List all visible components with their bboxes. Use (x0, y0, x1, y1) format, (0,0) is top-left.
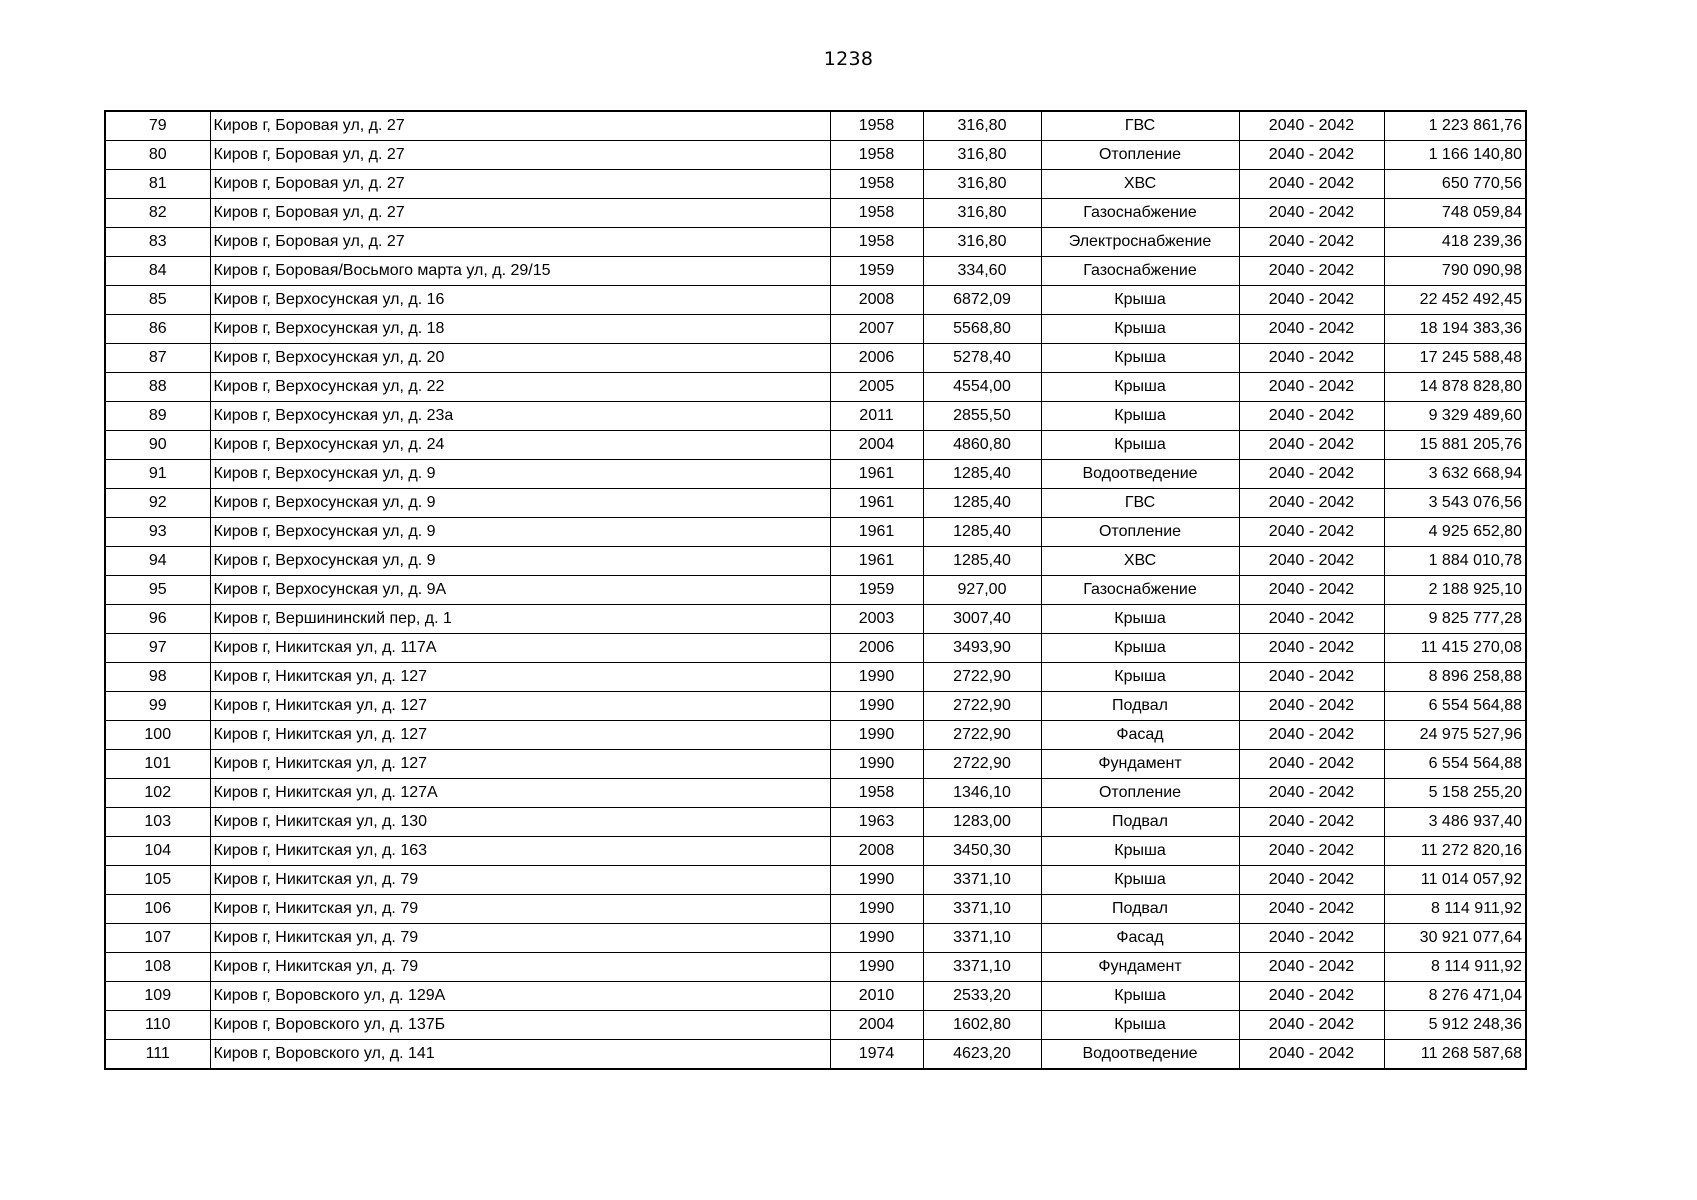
address-cell: Киров г, Боровая ул, д. 27 (210, 170, 830, 199)
row-number-cell: 88 (105, 373, 210, 402)
address-cell: Киров г, Верхосунская ул, д. 22 (210, 373, 830, 402)
table-row (105, 1040, 1526, 1070)
cost-cell: 748 059,84 (1384, 199, 1526, 228)
period-cell: 2040 - 2042 (1239, 605, 1384, 634)
row-number-cell: 93 (105, 518, 210, 547)
period-cell: 2040 - 2042 (1239, 489, 1384, 518)
address-cell: Киров г, Верхосунская ул, д. 24 (210, 431, 830, 460)
period-cell: 2040 - 2042 (1239, 228, 1384, 257)
work-type-cell: Крыша (1041, 866, 1239, 895)
area-cell: 4554,00 (923, 373, 1041, 402)
period-cell: 2040 - 2042 (1239, 576, 1384, 605)
cost-cell: 9 825 777,28 (1384, 605, 1526, 634)
period-cell: 2040 - 2042 (1239, 344, 1384, 373)
period-cell: 2040 - 2042 (1239, 1011, 1384, 1040)
area-cell: 1602,80 (923, 1011, 1041, 1040)
row-number-cell: 104 (105, 837, 210, 866)
table-row (105, 460, 1526, 489)
cost-cell: 6 554 564,88 (1384, 692, 1526, 721)
table-row (105, 866, 1526, 895)
cost-cell: 8 114 911,92 (1384, 953, 1526, 982)
year-cell: 2007 (830, 315, 923, 344)
work-type-cell: Фундамент (1041, 953, 1239, 982)
year-cell: 1958 (830, 111, 923, 141)
area-cell: 316,80 (923, 228, 1041, 257)
address-cell: Киров г, Верхосунская ул, д. 9 (210, 547, 830, 576)
address-cell: Киров г, Воровского ул, д. 137Б (210, 1011, 830, 1040)
table-row (105, 257, 1526, 286)
cost-cell: 30 921 077,64 (1384, 924, 1526, 953)
table-row (105, 634, 1526, 663)
area-cell: 1285,40 (923, 547, 1041, 576)
address-cell: Киров г, Верхосунская ул, д. 20 (210, 344, 830, 373)
period-cell: 2040 - 2042 (1239, 111, 1384, 141)
cost-cell: 18 194 383,36 (1384, 315, 1526, 344)
year-cell: 2004 (830, 431, 923, 460)
address-cell: Киров г, Боровая/Восьмого марта ул, д. 29/15 (210, 257, 830, 286)
cost-cell: 650 770,56 (1384, 170, 1526, 199)
work-type-cell: Водоотведение (1041, 1040, 1239, 1070)
table-row (105, 779, 1526, 808)
row-number-cell: 90 (105, 431, 210, 460)
year-cell: 1990 (830, 663, 923, 692)
period-cell: 2040 - 2042 (1239, 518, 1384, 547)
area-cell: 5278,40 (923, 344, 1041, 373)
address-cell: Киров г, Воровского ул, д. 141 (210, 1040, 830, 1070)
address-cell: Киров г, Боровая ул, д. 27 (210, 141, 830, 170)
address-cell: Киров г, Боровая ул, д. 27 (210, 199, 830, 228)
period-cell: 2040 - 2042 (1239, 373, 1384, 402)
area-cell: 3450,30 (923, 837, 1041, 866)
work-type-cell: Отопление (1041, 141, 1239, 170)
cost-cell: 8 896 258,88 (1384, 663, 1526, 692)
cost-cell: 17 245 588,48 (1384, 344, 1526, 373)
work-type-cell: Газоснабжение (1041, 576, 1239, 605)
row-number-cell: 84 (105, 257, 210, 286)
area-cell: 2722,90 (923, 692, 1041, 721)
table-row (105, 141, 1526, 170)
table-row (105, 982, 1526, 1011)
work-type-cell: Крыша (1041, 373, 1239, 402)
area-cell: 1285,40 (923, 460, 1041, 489)
row-number-cell: 87 (105, 344, 210, 373)
table-row (105, 953, 1526, 982)
row-number-cell: 101 (105, 750, 210, 779)
work-type-cell: Крыша (1041, 634, 1239, 663)
address-cell: Киров г, Никитская ул, д. 163 (210, 837, 830, 866)
year-cell: 1958 (830, 141, 923, 170)
row-number-cell: 81 (105, 170, 210, 199)
work-type-cell: Фундамент (1041, 750, 1239, 779)
year-cell: 2010 (830, 982, 923, 1011)
table-row (105, 170, 1526, 199)
row-number-cell: 106 (105, 895, 210, 924)
row-number-cell: 92 (105, 489, 210, 518)
year-cell: 1958 (830, 199, 923, 228)
address-cell: Киров г, Боровая ул, д. 27 (210, 228, 830, 257)
work-type-cell: ГВС (1041, 489, 1239, 518)
year-cell: 1990 (830, 924, 923, 953)
year-cell: 2011 (830, 402, 923, 431)
work-type-cell: ХВС (1041, 170, 1239, 199)
row-number-cell: 108 (105, 953, 210, 982)
row-number-cell: 99 (105, 692, 210, 721)
cost-cell: 6 554 564,88 (1384, 750, 1526, 779)
period-cell: 2040 - 2042 (1239, 982, 1384, 1011)
cost-cell: 24 975 527,96 (1384, 721, 1526, 750)
period-cell: 2040 - 2042 (1239, 141, 1384, 170)
table-row (105, 518, 1526, 547)
row-number-cell: 95 (105, 576, 210, 605)
cost-cell: 11 415 270,08 (1384, 634, 1526, 663)
cost-cell: 3 632 668,94 (1384, 460, 1526, 489)
work-type-cell: Крыша (1041, 286, 1239, 315)
cost-cell: 418 239,36 (1384, 228, 1526, 257)
address-cell: Киров г, Воровского ул, д. 129А (210, 982, 830, 1011)
work-type-cell: Газоснабжение (1041, 199, 1239, 228)
cost-cell: 15 881 205,76 (1384, 431, 1526, 460)
row-number-cell: 100 (105, 721, 210, 750)
row-number-cell: 79 (105, 111, 210, 141)
row-number-cell: 105 (105, 866, 210, 895)
row-number-cell: 85 (105, 286, 210, 315)
table-row (105, 576, 1526, 605)
address-cell: Киров г, Никитская ул, д. 79 (210, 866, 830, 895)
area-cell: 2722,90 (923, 663, 1041, 692)
address-cell: Киров г, Никитская ул, д. 79 (210, 924, 830, 953)
period-cell: 2040 - 2042 (1239, 866, 1384, 895)
work-type-cell: Крыша (1041, 605, 1239, 634)
work-type-cell: Подвал (1041, 808, 1239, 837)
period-cell: 2040 - 2042 (1239, 634, 1384, 663)
period-cell: 2040 - 2042 (1239, 460, 1384, 489)
address-cell: Киров г, Верхосунская ул, д. 23а (210, 402, 830, 431)
year-cell: 2004 (830, 1011, 923, 1040)
cost-cell: 790 090,98 (1384, 257, 1526, 286)
period-cell: 2040 - 2042 (1239, 750, 1384, 779)
cost-cell: 22 452 492,45 (1384, 286, 1526, 315)
year-cell: 1990 (830, 895, 923, 924)
area-cell: 1285,40 (923, 489, 1041, 518)
period-cell: 2040 - 2042 (1239, 547, 1384, 576)
address-cell: Киров г, Никитская ул, д. 130 (210, 808, 830, 837)
area-cell: 6872,09 (923, 286, 1041, 315)
row-number-cell: 97 (105, 634, 210, 663)
cost-cell: 5 912 248,36 (1384, 1011, 1526, 1040)
row-number-cell: 86 (105, 315, 210, 344)
table-row (105, 1011, 1526, 1040)
year-cell: 1961 (830, 547, 923, 576)
work-type-cell: ХВС (1041, 547, 1239, 576)
work-type-cell: Электроснабжение (1041, 228, 1239, 257)
table-row (105, 315, 1526, 344)
cost-cell: 4 925 652,80 (1384, 518, 1526, 547)
cost-cell: 1 223 861,76 (1384, 111, 1526, 141)
address-cell: Киров г, Верхосунская ул, д. 16 (210, 286, 830, 315)
area-cell: 927,00 (923, 576, 1041, 605)
table-row (105, 286, 1526, 315)
row-number-cell: 83 (105, 228, 210, 257)
period-cell: 2040 - 2042 (1239, 199, 1384, 228)
area-cell: 3007,40 (923, 605, 1041, 634)
year-cell: 1958 (830, 228, 923, 257)
year-cell: 1974 (830, 1040, 923, 1070)
period-cell: 2040 - 2042 (1239, 895, 1384, 924)
cost-cell: 8 276 471,04 (1384, 982, 1526, 1011)
table-row (105, 228, 1526, 257)
repair-schedule-table (104, 110, 1527, 1070)
row-number-cell: 96 (105, 605, 210, 634)
table-row (105, 895, 1526, 924)
year-cell: 1963 (830, 808, 923, 837)
cost-cell: 11 268 587,68 (1384, 1040, 1526, 1070)
cost-cell: 11 272 820,16 (1384, 837, 1526, 866)
period-cell: 2040 - 2042 (1239, 924, 1384, 953)
work-type-cell: Крыша (1041, 837, 1239, 866)
cost-cell: 2 188 925,10 (1384, 576, 1526, 605)
area-cell: 3371,10 (923, 924, 1041, 953)
work-type-cell: Крыша (1041, 663, 1239, 692)
period-cell: 2040 - 2042 (1239, 953, 1384, 982)
year-cell: 1990 (830, 866, 923, 895)
period-cell: 2040 - 2042 (1239, 257, 1384, 286)
year-cell: 2003 (830, 605, 923, 634)
cost-cell: 9 329 489,60 (1384, 402, 1526, 431)
area-cell: 5568,80 (923, 315, 1041, 344)
area-cell: 316,80 (923, 141, 1041, 170)
table-row (105, 402, 1526, 431)
table-row (105, 547, 1526, 576)
row-number-cell: 98 (105, 663, 210, 692)
period-cell: 2040 - 2042 (1239, 721, 1384, 750)
table-row (105, 605, 1526, 634)
year-cell: 1959 (830, 576, 923, 605)
area-cell: 316,80 (923, 111, 1041, 141)
year-cell: 1958 (830, 779, 923, 808)
address-cell: Киров г, Никитская ул, д. 117А (210, 634, 830, 663)
work-type-cell: Фасад (1041, 924, 1239, 953)
area-cell: 2722,90 (923, 750, 1041, 779)
period-cell: 2040 - 2042 (1239, 1040, 1384, 1070)
table-row (105, 750, 1526, 779)
address-cell: Киров г, Верхосунская ул, д. 9 (210, 518, 830, 547)
work-type-cell: Подвал (1041, 692, 1239, 721)
work-type-cell: Крыша (1041, 982, 1239, 1011)
work-type-cell: Водоотведение (1041, 460, 1239, 489)
year-cell: 1990 (830, 721, 923, 750)
area-cell: 3371,10 (923, 866, 1041, 895)
address-cell: Киров г, Верхосунская ул, д. 9А (210, 576, 830, 605)
address-cell: Киров г, Никитская ул, д. 79 (210, 953, 830, 982)
table-row (105, 431, 1526, 460)
cost-cell: 5 158 255,20 (1384, 779, 1526, 808)
table-row (105, 373, 1526, 402)
address-cell: Киров г, Никитская ул, д. 79 (210, 895, 830, 924)
work-type-cell: Крыша (1041, 344, 1239, 373)
area-cell: 1285,40 (923, 518, 1041, 547)
cost-cell: 14 878 828,80 (1384, 373, 1526, 402)
address-cell: Киров г, Никитская ул, д. 127 (210, 721, 830, 750)
table-row (105, 721, 1526, 750)
table-row (105, 692, 1526, 721)
area-cell: 1283,00 (923, 808, 1041, 837)
year-cell: 1990 (830, 750, 923, 779)
area-cell: 2533,20 (923, 982, 1041, 1011)
address-cell: Киров г, Верхосунская ул, д. 9 (210, 489, 830, 518)
year-cell: 2008 (830, 286, 923, 315)
area-cell: 4623,20 (923, 1040, 1041, 1070)
row-number-cell: 107 (105, 924, 210, 953)
area-cell: 2855,50 (923, 402, 1041, 431)
address-cell: Киров г, Никитская ул, д. 127 (210, 750, 830, 779)
period-cell: 2040 - 2042 (1239, 315, 1384, 344)
period-cell: 2040 - 2042 (1239, 808, 1384, 837)
row-number-cell: 111 (105, 1040, 210, 1070)
row-number-cell: 89 (105, 402, 210, 431)
address-cell: Киров г, Никитская ул, д. 127А (210, 779, 830, 808)
work-type-cell: Отопление (1041, 779, 1239, 808)
area-cell: 3493,90 (923, 634, 1041, 663)
table-row (105, 111, 1526, 141)
cost-cell: 1 166 140,80 (1384, 141, 1526, 170)
year-cell: 1990 (830, 953, 923, 982)
address-cell: Киров г, Никитская ул, д. 127 (210, 663, 830, 692)
work-type-cell: Крыша (1041, 431, 1239, 460)
work-type-cell: ГВС (1041, 111, 1239, 141)
table-row (105, 808, 1526, 837)
table-row (105, 199, 1526, 228)
period-cell: 2040 - 2042 (1239, 837, 1384, 866)
address-cell: Киров г, Верхосунская ул, д. 9 (210, 460, 830, 489)
year-cell: 1959 (830, 257, 923, 286)
work-type-cell: Газоснабжение (1041, 257, 1239, 286)
row-number-cell: 80 (105, 141, 210, 170)
period-cell: 2040 - 2042 (1239, 402, 1384, 431)
year-cell: 2006 (830, 634, 923, 663)
period-cell: 2040 - 2042 (1239, 431, 1384, 460)
table-row (105, 663, 1526, 692)
work-type-cell: Крыша (1041, 402, 1239, 431)
cost-cell: 11 014 057,92 (1384, 866, 1526, 895)
work-type-cell: Крыша (1041, 315, 1239, 344)
year-cell: 2005 (830, 373, 923, 402)
row-number-cell: 91 (105, 460, 210, 489)
row-number-cell: 103 (105, 808, 210, 837)
year-cell: 2008 (830, 837, 923, 866)
work-type-cell: Подвал (1041, 895, 1239, 924)
address-cell: Киров г, Вершининский пер, д. 1 (210, 605, 830, 634)
row-number-cell: 82 (105, 199, 210, 228)
area-cell: 3371,10 (923, 953, 1041, 982)
year-cell: 1958 (830, 170, 923, 199)
period-cell: 2040 - 2042 (1239, 692, 1384, 721)
table-row (105, 924, 1526, 953)
table-row (105, 489, 1526, 518)
cost-cell: 1 884 010,78 (1384, 547, 1526, 576)
row-number-cell: 110 (105, 1011, 210, 1040)
year-cell: 1961 (830, 489, 923, 518)
cost-cell: 3 486 937,40 (1384, 808, 1526, 837)
area-cell: 3371,10 (923, 895, 1041, 924)
area-cell: 4860,80 (923, 431, 1041, 460)
table-body (105, 111, 1526, 1069)
page-number: 1238 (823, 48, 874, 70)
row-number-cell: 94 (105, 547, 210, 576)
area-cell: 1346,10 (923, 779, 1041, 808)
table-row (105, 837, 1526, 866)
table-row (105, 344, 1526, 373)
year-cell: 2006 (830, 344, 923, 373)
period-cell: 2040 - 2042 (1239, 286, 1384, 315)
address-cell: Киров г, Верхосунская ул, д. 18 (210, 315, 830, 344)
area-cell: 334,60 (923, 257, 1041, 286)
period-cell: 2040 - 2042 (1239, 663, 1384, 692)
area-cell: 316,80 (923, 170, 1041, 199)
area-cell: 316,80 (923, 199, 1041, 228)
area-cell: 2722,90 (923, 721, 1041, 750)
row-number-cell: 102 (105, 779, 210, 808)
cost-cell: 8 114 911,92 (1384, 895, 1526, 924)
address-cell: Киров г, Боровая ул, д. 27 (210, 111, 830, 141)
period-cell: 2040 - 2042 (1239, 170, 1384, 199)
year-cell: 1961 (830, 460, 923, 489)
year-cell: 1961 (830, 518, 923, 547)
work-type-cell: Фасад (1041, 721, 1239, 750)
work-type-cell: Крыша (1041, 1011, 1239, 1040)
row-number-cell: 109 (105, 982, 210, 1011)
year-cell: 1990 (830, 692, 923, 721)
work-type-cell: Отопление (1041, 518, 1239, 547)
address-cell: Киров г, Никитская ул, д. 127 (210, 692, 830, 721)
cost-cell: 3 543 076,56 (1384, 489, 1526, 518)
period-cell: 2040 - 2042 (1239, 779, 1384, 808)
